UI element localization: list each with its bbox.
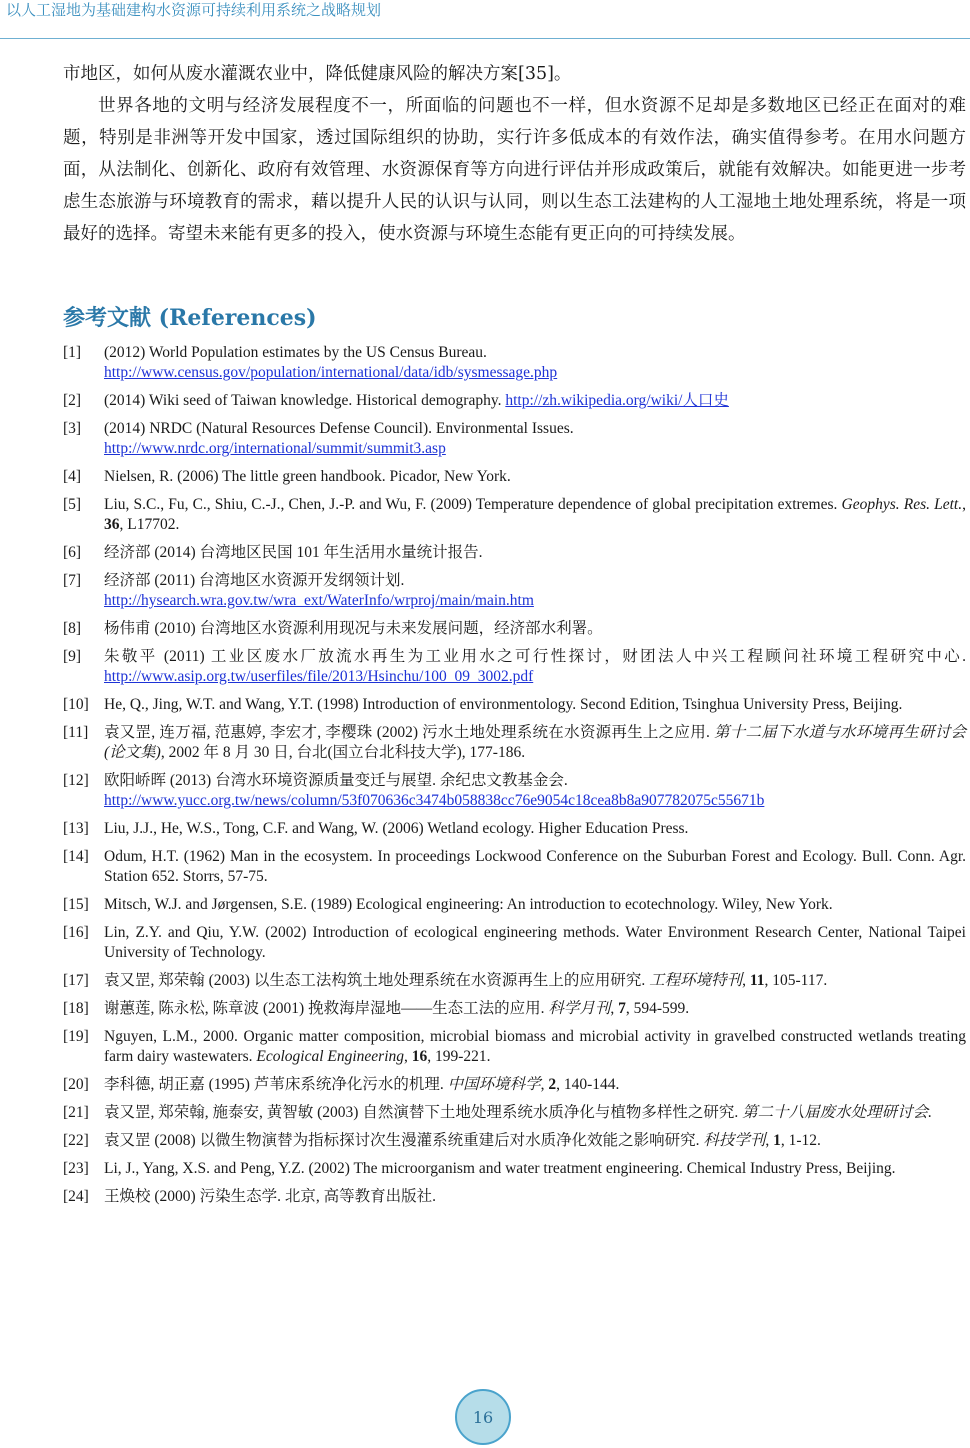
reference-item xyxy=(63,723,966,763)
reference-text xyxy=(104,1160,896,1177)
reference-text xyxy=(104,896,833,913)
reference-text xyxy=(104,468,511,485)
reference-number: [9] xyxy=(63,648,82,665)
reference-volume: 36 xyxy=(104,516,120,533)
reference-number: [17] xyxy=(63,972,89,989)
reference-number: [7] xyxy=(63,572,82,589)
reference-citation: Mitsch, W.J. and Jørgensen, S.E. (1989) Ecological engineering: An introduction to ecotechnology. Wiley, New York. xyxy=(104,896,833,913)
reference-citation: 欧阳峤晖 (2013) 台湾水环境资源质量变迁与展望. 余纪忠文教基金会. xyxy=(104,772,568,789)
reference-item xyxy=(63,847,966,887)
reference-item xyxy=(63,619,966,639)
reference-journal: 第二十八届废水处理研讨会. xyxy=(742,1104,932,1121)
reference-pages: , 594-599. xyxy=(625,1000,690,1017)
reference-text xyxy=(104,848,966,885)
reference-link[interactable]: http://www.yucc.org.tw/news/column/53f070636c3474b058838cc76e9054c18cea8b8a907782075c55671b xyxy=(104,792,765,809)
reference-text xyxy=(104,696,902,713)
reference-item xyxy=(63,571,966,611)
reference-item xyxy=(63,819,966,839)
reference-link[interactable]: http://www.asip.org.tw/userfiles/file/2013/Hsinchu/100_09_3002.pdf xyxy=(104,668,534,685)
reference-citation: (2012) World Population estimates by the US Census Bureau. xyxy=(104,344,487,361)
reference-number: [24] xyxy=(63,1188,89,1205)
reference-separator: , xyxy=(404,1048,412,1065)
reference-number: [23] xyxy=(63,1160,89,1177)
reference-number: [5] xyxy=(63,496,82,513)
reference-number: [14] xyxy=(63,848,89,865)
reference-item xyxy=(63,771,966,811)
body-text xyxy=(63,58,966,250)
reference-text xyxy=(104,924,966,961)
reference-number: [22] xyxy=(63,1132,89,1149)
reference-number: [15] xyxy=(63,896,89,913)
reference-text xyxy=(104,972,827,989)
page-number: 16 xyxy=(472,1407,494,1427)
reference-citation: 经济部 (2011) 台湾地区水资源开发纲领计划. xyxy=(104,572,405,589)
reference-link[interactable]: http://hysearch.wra.gov.tw/wra_ext/WaterInfo/wrproj/main/main.htm xyxy=(104,592,534,609)
reference-citation: 杨伟甫 (2010) 台湾地区水资源利用现况与未来发展问题，经济部水利署。 xyxy=(104,620,603,637)
reference-citation: (2014) NRDC (Natural Resources Defense Council). Environmental Issues. xyxy=(104,420,574,437)
reference-item xyxy=(63,1103,966,1123)
reference-citation: (2014) Wiki seed of Taiwan knowledge. Historical demography. xyxy=(104,392,506,409)
reference-citation: 王焕校 (2000) 污染生态学. 北京, 高等教育出版社. xyxy=(104,1188,436,1205)
reference-text xyxy=(104,420,574,457)
reference-authors-title: 袁又罡, 连万福, 范惠婷, 李宏才, 李樱珠 (2002) 污水土地处理系统在水资源再生上之应用. xyxy=(104,724,714,741)
reference-item xyxy=(63,923,966,963)
reference-volume: 16 xyxy=(411,1048,428,1065)
reference-authors-title: 李科德, 胡正嘉 (1995) 芦苇床系统净化污水的机理. xyxy=(104,1076,448,1093)
reference-link[interactable]: http://zh.wikipedia.org/wiki/人口史 xyxy=(505,392,729,409)
reference-authors-title: 袁又罡, 郑荣翰, 施泰安, 黄智敏 (2003) 自然演替下土地处理系统水质净化与植物多样性之研究. xyxy=(104,1104,743,1121)
reference-number: [4] xyxy=(63,468,82,485)
reference-item xyxy=(63,971,966,991)
reference-text xyxy=(104,544,482,561)
reference-pages: , 2002 年 8 月 30 日, 台北(国立台北科技大学), 177-186. xyxy=(160,744,526,761)
reference-separator: , xyxy=(610,1000,619,1017)
header-divider xyxy=(0,38,970,39)
reference-text xyxy=(104,1028,966,1065)
reference-journal: 第十二届下水道与水环境再生研讨会(论文集) xyxy=(104,724,966,761)
reference-item xyxy=(63,1075,966,1095)
reference-item xyxy=(63,1131,966,1151)
reference-journal: 科技学刊 xyxy=(703,1132,766,1149)
reference-separator: , xyxy=(540,1076,549,1093)
reference-text xyxy=(104,1132,821,1149)
reference-text xyxy=(104,1104,932,1121)
reference-citation: Li, J., Yang, X.S. and Peng, Y.Z. (2002) The microorganism and water treatment engineering. Chemical Industry Press, Beijing. xyxy=(104,1160,896,1177)
reference-link[interactable]: http://www.nrdc.org/international/summit/summit3.asp xyxy=(104,440,446,457)
reference-pages: , L17702. xyxy=(119,516,180,533)
reference-authors-title: Liu, S.C., Fu, C., Shiu, C.-J., Chen, J.-P. and Wu, F. (2009) Temperature dependence of global precipitation extremes. xyxy=(104,496,842,513)
reference-pages: , 199-221. xyxy=(427,1048,491,1065)
reference-item xyxy=(63,467,966,487)
reference-text xyxy=(104,772,764,809)
paragraph-1: 市地区，如何从废水灌溉农业中，降低健康风险的解决方案[35]。 xyxy=(63,64,572,84)
reference-text xyxy=(104,1076,619,1093)
reference-number: [3] xyxy=(63,420,82,437)
reference-text xyxy=(104,496,966,533)
reference-list xyxy=(63,343,966,1215)
reference-number: [18] xyxy=(63,1000,89,1017)
reference-text xyxy=(104,392,729,409)
reference-text xyxy=(104,1000,689,1017)
reference-authors-title: Nguyen, L.M., 2000. Organic matter composition, microbial biomass and microbial activity in gravelbed constructed wetlands treating farm dairy wastewaters. xyxy=(104,1028,966,1065)
running-header-title: 以人工湿地为基础建构水资源可持续利用系统之战略规划 xyxy=(6,1,382,19)
reference-separator: , xyxy=(765,1132,774,1149)
reference-volume: 11 xyxy=(749,972,765,989)
reference-item xyxy=(63,999,966,1019)
reference-number: [2] xyxy=(63,392,82,409)
reference-journal: 中国环境科学 xyxy=(447,1076,541,1093)
reference-item xyxy=(63,495,966,535)
reference-journal: Geophys. Res. Lett. xyxy=(841,496,963,513)
reference-item xyxy=(63,1159,966,1179)
reference-item xyxy=(63,419,966,459)
reference-number: [11] xyxy=(63,724,89,741)
reference-item xyxy=(63,391,966,411)
reference-citation: 经济部 (2014) 台湾地区民国 101 年生活用水量统计报告. xyxy=(104,544,483,561)
reference-volume: 1 xyxy=(773,1132,781,1149)
reference-pages: , 105-117. xyxy=(764,972,828,989)
reference-text xyxy=(104,620,603,637)
reference-text xyxy=(104,648,966,685)
reference-text xyxy=(104,724,966,761)
reference-citation: Lin, Z.Y. and Qiu, Y.W. (2002) Introduction of ecological engineering methods. Water Environment Research Center, National Taipei University of Technology. xyxy=(104,924,966,961)
reference-text xyxy=(104,344,557,381)
reference-citation: Odum, H.T. (1962) Man in the ecosystem. In proceedings Lockwood Conference on the Suburban Forest and Ecology. Bull. Conn. Agr. Station 652. Storrs, 57-75. xyxy=(104,848,966,885)
reference-authors-title: 谢蕙莲, 陈永松, 陈章波 (2001) 挽救海岸湿地——生态工法的应用. xyxy=(104,1000,549,1017)
reference-citation: He, Q., Jing, W.T. and Wang, Y.T. (1998) Introduction of environmentology. Second Edition, Tsinghua University Press, Beijing. xyxy=(104,696,903,713)
page-number-badge xyxy=(455,1389,511,1445)
reference-number: [6] xyxy=(63,544,82,561)
reference-volume: 7 xyxy=(618,1000,626,1017)
reference-journal: 科学月刊 xyxy=(548,1000,611,1017)
reference-citation: 朱敬平 (2011) 工业区废水厂放流水再生为工业用水之可行性探讨，财团法人中兴工程顾问社环境工程研究中心. xyxy=(104,648,966,665)
reference-number: [19] xyxy=(63,1028,89,1045)
reference-volume: 2 xyxy=(548,1076,557,1093)
reference-pages: , 140-144. xyxy=(556,1076,620,1093)
reference-link[interactable]: http://www.census.gov/population/international/data/idb/sysmessage.php xyxy=(104,364,558,381)
reference-separator: , xyxy=(742,972,750,989)
reference-text xyxy=(104,572,534,609)
reference-number: [16] xyxy=(63,924,89,941)
reference-number: [21] xyxy=(63,1104,89,1121)
reference-item xyxy=(63,647,966,687)
reference-item xyxy=(63,695,966,715)
reference-text xyxy=(104,1188,436,1205)
reference-item xyxy=(63,1027,966,1067)
reference-authors-title: 袁又罡 (2008) 以微生物演替为指标探讨次生漫灌系统重建后对水质净化效能之影响研究. xyxy=(104,1132,704,1149)
reference-separator: , xyxy=(962,496,966,513)
reference-number: [13] xyxy=(63,820,89,837)
references-heading: 参考文献 (References) xyxy=(63,305,317,331)
reference-item xyxy=(63,543,966,563)
reference-text xyxy=(104,820,688,837)
reference-number: [1] xyxy=(63,344,82,361)
paragraph-2: 世界各地的文明与经济发展程度不一，所面临的问题也不一样，但水资源不足却是多数地区已经正在面对的难题，特别是非洲等开发中国家，透过国际组织的协助，实行许多低成本的有效作法，确实值得参考。在用水问题方面，从法制化、创新化、政府有效管理、水资源保育等方向进行评估并形成政策后，就能有效解决。如能更进一步考虑生态旅游与环境教育的需求，藉以提升人民的认识与认同，则以生态工法建构的人工湿地土地处理系统，将是一项最好的选择。寄望未来能有更多的投入，使水资源与环境生态能有更正向的可持续发展。 xyxy=(63,96,966,244)
reference-number: [12] xyxy=(63,772,89,789)
reference-journal: Ecological Engineering xyxy=(256,1048,405,1065)
reference-pages: , 1-12. xyxy=(780,1132,821,1149)
reference-number: [20] xyxy=(63,1076,89,1093)
reference-journal: 工程环境特刊 xyxy=(649,972,743,989)
reference-number: [8] xyxy=(63,620,82,637)
reference-item xyxy=(63,1187,966,1207)
reference-item xyxy=(63,343,966,383)
reference-number: [10] xyxy=(63,696,89,713)
reference-item xyxy=(63,895,966,915)
reference-citation: Nielsen, R. (2006) The little green handbook. Picador, New York. xyxy=(104,468,511,485)
reference-authors-title: 袁又罡, 郑荣翰 (2003) 以生态工法构筑土地处理系统在水资源再生上的应用研究. xyxy=(104,972,650,989)
reference-citation: Liu, J.J., He, W.S., Tong, C.F. and Wang, W. (2006) Wetland ecology. Higher Education Press. xyxy=(104,820,689,837)
